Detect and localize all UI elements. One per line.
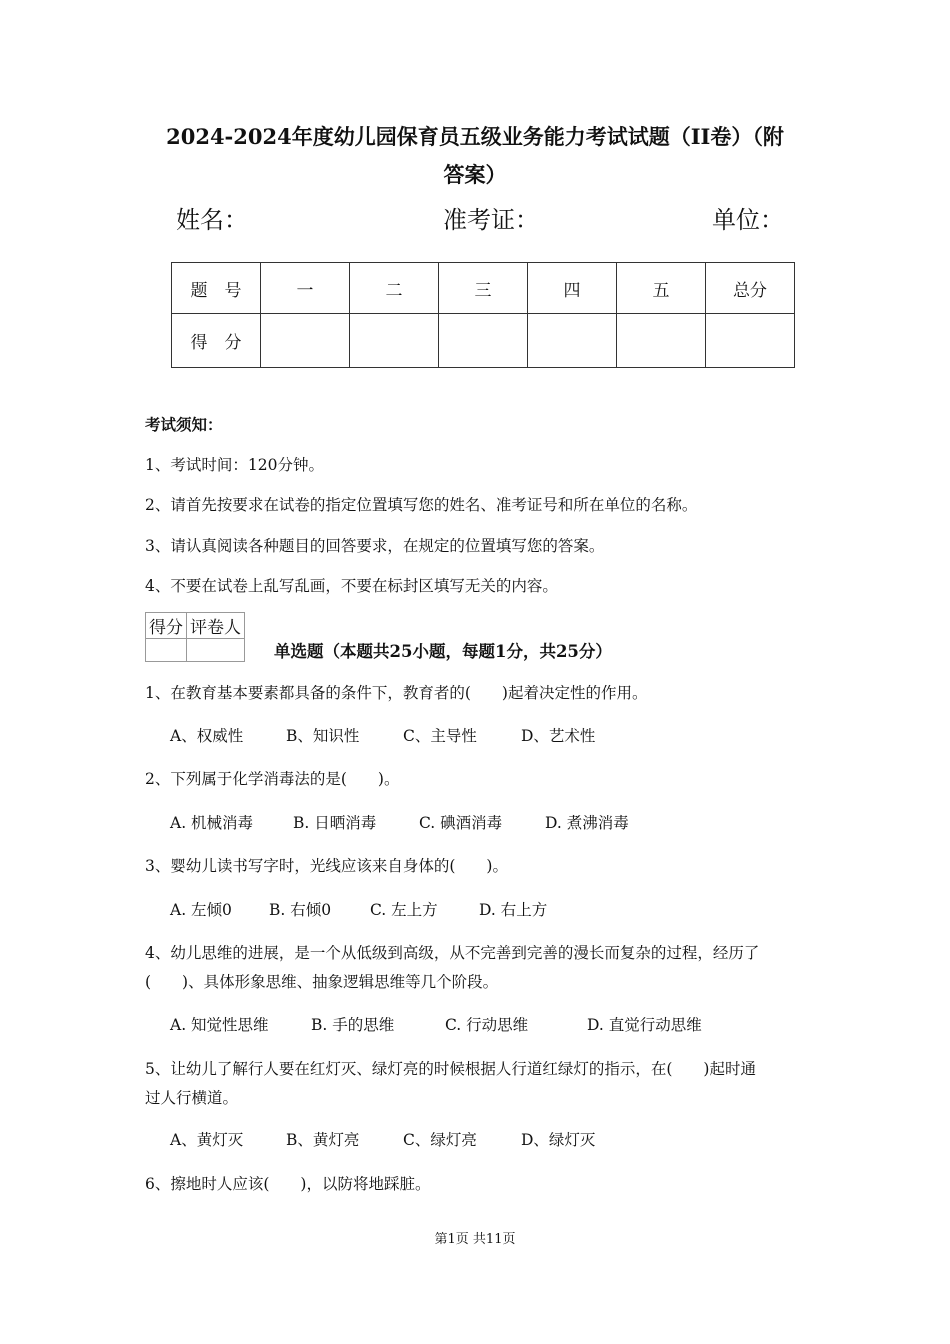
score-header-cell: 五 — [617, 263, 706, 314]
score-cell — [706, 314, 795, 368]
option: D、艺术性 — [521, 727, 596, 745]
option: D、绿灯灭 — [521, 1131, 596, 1149]
score-cell — [261, 314, 350, 368]
score-table — [171, 262, 795, 368]
score-cell — [528, 314, 617, 368]
score-table-score-row — [172, 314, 795, 368]
unit-label: 单位： — [712, 206, 784, 234]
score-header-cell: 四 — [528, 263, 617, 314]
question-stem: 4、幼儿思维的进展，是一个从低级到高级，从不完善到完善的漫长而复杂的过程，经历了 — [145, 944, 760, 962]
option: B、黄灯亮 — [286, 1131, 360, 1149]
score-cell — [617, 314, 706, 368]
question-stem-continued: ( )、具体形象思维、抽象逻辑思维等几个阶段。 — [145, 973, 499, 991]
option: B. 右倾0 — [269, 901, 332, 919]
name-label: 姓名： — [176, 206, 248, 234]
note-item: 1、考试时间：120分钟。 — [145, 456, 324, 474]
option: C、绿灯亮 — [403, 1131, 477, 1149]
exam-id-label: 准考证： — [443, 206, 539, 234]
option: C. 左上方 — [370, 901, 438, 919]
option: C、主导性 — [403, 727, 477, 745]
note-item: 3、请认真阅读各种题目的回答要求，在规定的位置填写您的答案。 — [145, 537, 605, 555]
option: C. 碘酒消毒 — [419, 814, 503, 832]
score-row-label: 得 分 — [172, 314, 261, 368]
title-line-1: 2024-2024年度幼儿园保育员五级业务能力考试试题（II卷）（附 — [166, 124, 784, 149]
score-cell — [350, 314, 439, 368]
score-header-cell: 题 号 — [172, 263, 261, 314]
option: A、黄灯灭 — [170, 1131, 244, 1149]
question-stem: 6、擦地时人应该( )，以防将地踩脏。 — [145, 1175, 431, 1193]
grader-box-score-cell — [146, 639, 187, 662]
option: A、权威性 — [170, 727, 244, 745]
grader-box — [145, 612, 245, 662]
option: B. 手的思维 — [311, 1016, 395, 1034]
title-line-2: 答案） — [443, 162, 507, 187]
score-header-cell: 一 — [261, 263, 350, 314]
option: D. 右上方 — [479, 901, 548, 919]
question-options — [170, 1128, 595, 1150]
score-header-cell: 二 — [350, 263, 439, 314]
question-stem: 3、婴幼儿读书写字时，光线应该来自身体的( )。 — [145, 857, 508, 875]
section-title: 单选题（本题共25小题，每题1分，共25分） — [274, 642, 612, 661]
question-stem: 1、在教育基本要素都具备的条件下，教育者的( )起着决定性的作用。 — [145, 684, 648, 702]
exam-title — [120, 118, 830, 194]
question-options — [170, 1013, 702, 1035]
note-item: 2、请首先按要求在试卷的指定位置填写您的姓名、准考证号和所在单位的名称。 — [145, 496, 698, 514]
question-stem: 5、让幼儿了解行人要在红灯灭、绿灯亮的时候根据人行道红绿灯的指示，在( )起时通 — [145, 1060, 756, 1078]
score-header-cell: 总分 — [706, 263, 795, 314]
option: A. 机械消毒 — [170, 814, 254, 832]
option: B. 日晒消毒 — [293, 814, 377, 832]
option: C. 行动思维 — [445, 1016, 529, 1034]
score-header-cell: 三 — [439, 263, 528, 314]
page-footer: 第1页 共11页 — [434, 1232, 516, 1247]
option: A. 知觉性思维 — [170, 1016, 269, 1034]
option: D. 直觉行动思维 — [587, 1016, 702, 1034]
score-table-header-row — [172, 263, 795, 314]
grader-box-grader-label: 评卷人 — [187, 613, 245, 639]
question-options — [170, 811, 629, 833]
question-options — [170, 724, 595, 746]
option: D. 煮沸消毒 — [545, 814, 629, 832]
grader-box-grader-cell — [187, 639, 245, 662]
option: B、知识性 — [286, 727, 360, 745]
notes-heading: 考试须知： — [145, 415, 223, 434]
question-stem: 2、下列属于化学消毒法的是( )。 — [145, 770, 400, 788]
question-stem-continued: 过人行横道。 — [145, 1089, 239, 1107]
score-cell — [439, 314, 528, 368]
option: A. 左倾0 — [170, 901, 232, 919]
grader-box-score-label: 得分 — [146, 613, 187, 639]
question-options — [170, 898, 547, 920]
note-item: 4、不要在试卷上乱写乱画，不要在标封区填写无关的内容。 — [145, 577, 558, 595]
